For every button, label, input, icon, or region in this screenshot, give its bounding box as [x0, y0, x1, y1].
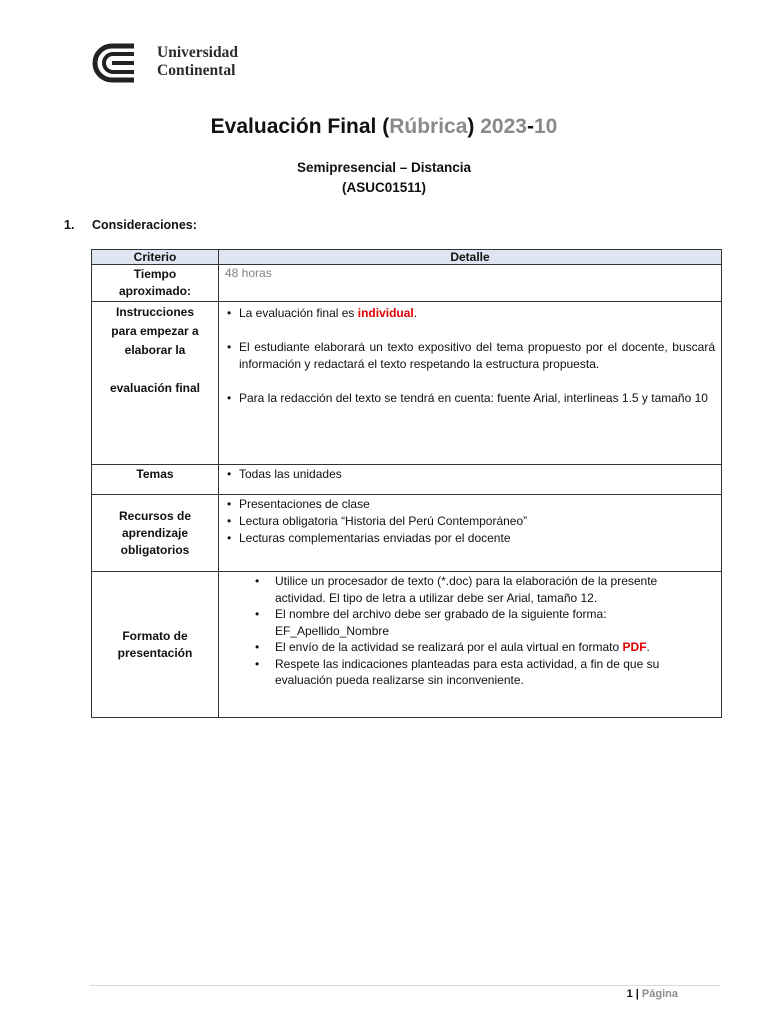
list-item: [225, 639, 701, 656]
title-part: Evaluación Final (: [210, 115, 390, 138]
detail-list: [225, 466, 715, 483]
header-detalle: Detalle: [219, 250, 722, 265]
table-row: [92, 495, 722, 572]
page-footer: [627, 988, 678, 1000]
footer-separator: |: [632, 988, 642, 1000]
criterion-cell: [92, 302, 219, 465]
criterion-label: Recursos de: [118, 508, 192, 523]
detail-list: [225, 305, 715, 407]
detail-cell: [219, 302, 722, 465]
detail-cell: [219, 572, 722, 718]
footer-divider: [90, 985, 720, 986]
subtitle-modality: Semipresencial – Distancia: [296, 160, 472, 175]
criterion-cell: [92, 572, 219, 718]
considerations-table: [91, 249, 722, 718]
title-rubrica: Rúbrica: [389, 115, 468, 138]
criterion-cell: Temas: [92, 465, 219, 495]
university-logo: [90, 40, 260, 86]
list-item: • Para la redacción del texto se tendrá en cuenta: fuente Arial, interlineas 1.5 y tamaño 10: [225, 390, 715, 407]
criterion-label: evaluación final: [109, 381, 201, 395]
subtitle-code: (ASUC01511): [341, 180, 427, 195]
section-label: Consideraciones:: [92, 218, 197, 232]
criterion-label: Formato de: [122, 628, 188, 643]
criterion-label: aprendizaje: [121, 525, 189, 540]
section-number: 1.: [64, 218, 75, 232]
list-item: • Presentaciones de clase: [225, 496, 715, 513]
section-heading: [64, 218, 197, 232]
list-text: La evaluación final es: [239, 306, 358, 320]
criterion-label: elaborar la: [124, 343, 186, 357]
criterion-label: para empezar a: [111, 324, 199, 338]
page-label: Página: [641, 988, 678, 1000]
list-item: • Lectura obligatoria “Historia del Perú Contemporáneo”: [225, 513, 715, 530]
title-year: 2023: [480, 115, 527, 138]
table-row: [92, 265, 722, 302]
table-row: [92, 572, 722, 718]
list-text: El envío de la actividad se realizará por el aula virtual en formato: [275, 640, 623, 654]
table-row: [92, 302, 722, 465]
list-item: [225, 305, 715, 322]
list-item: • Utilice un procesador de texto (*.doc) para la elaboración de la presente actividad. El tipo de letra a utilizar debe ser Arial, tamaño 12.: [225, 573, 701, 606]
criterion-label: Instrucciones: [115, 305, 195, 319]
title-period: 10: [533, 115, 558, 138]
page-title: [0, 115, 768, 139]
criterion-label: presentación: [117, 645, 193, 660]
criterion-label: aproximado:: [118, 284, 191, 298]
detail-list: [225, 573, 701, 689]
criterion-cell: [92, 495, 219, 572]
list-item: • Todas las unidades: [225, 466, 715, 483]
detail-list: [225, 496, 715, 547]
list-item: • Respete las indicaciones planteadas para esta actividad, a fin de que su evaluación pueda realizarse sin inconveniente.: [225, 656, 701, 689]
page-number: 1: [626, 988, 633, 1000]
criterion-cell: [92, 265, 219, 302]
detail-cell: 48 horas: [219, 265, 722, 302]
list-text: .: [646, 640, 650, 654]
highlight-individual: individual: [357, 306, 414, 320]
table-header-row: [92, 250, 722, 265]
table-row: [92, 465, 722, 495]
logo-mark-icon: [90, 40, 152, 86]
list-item: • El estudiante elaborará un texto expositivo del tema propuesto por el docente, buscará información y redactará el texto respetando la estructura propuesta.: [225, 339, 715, 373]
logo-line-2: Continental: [157, 62, 236, 79]
logo-text: [157, 44, 238, 80]
header-criterio: Criterio: [92, 250, 219, 265]
criterion-label: obligatorios: [120, 542, 190, 557]
logo-line-1: Universidad: [157, 44, 238, 61]
list-text: .: [413, 306, 418, 320]
subtitle: [0, 158, 768, 198]
list-item: • Lecturas complementarias enviadas por el docente: [225, 530, 715, 547]
criterion-label: Tiempo: [133, 267, 177, 281]
title-part: ): [467, 115, 481, 138]
detail-cell: [219, 465, 722, 495]
detail-cell: [219, 495, 722, 572]
highlight-pdf: PDF: [622, 640, 647, 654]
title-dash: -: [526, 115, 534, 138]
list-item: • El nombre del archivo debe ser grabado de la siguiente forma: EF_Apellido_Nombre: [225, 606, 701, 639]
